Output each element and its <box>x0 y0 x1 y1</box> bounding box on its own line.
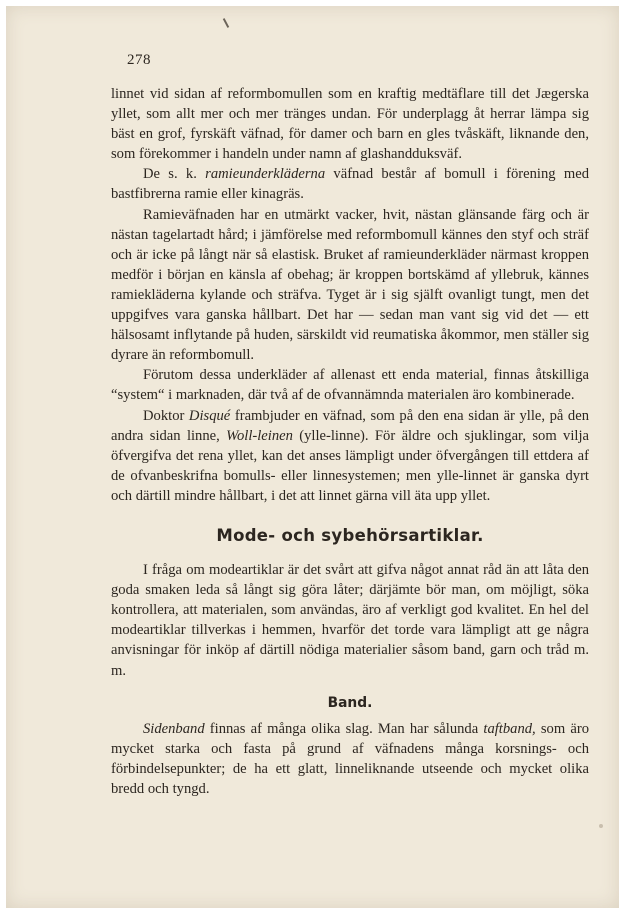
subsection-title: Band. <box>327 694 373 711</box>
italic-term: Sidenband <box>143 720 205 737</box>
text-run: Ramieväfnaden har en utmärkt vacker, hvit, nästan glänsande färg och är nästan tagelartadt hård; i jämförelse med reformbomull kännes den styf och sträf och är icke på långt när så elastisk. Bruket af ramieunderkläder närmast kroppen medför i början en känsla af obehag; är kroppen bortskämd af yllebruk, kännes ramiekläderna kylande och sträfva. Tyget är i sig själft ovanligt tungt, men det uppgifves vara ganska hållbart. Det har — sedan man vant sig vid det — ett hälsosamt inflytande på huden, särskildt vid reumatiska åkommor, men ställer sig dyrare än reformbomull. <box>111 206 589 364</box>
paragraph-group-top <box>111 84 589 506</box>
paragraph <box>111 84 589 164</box>
page-number: 278 <box>127 52 151 68</box>
italic-term: taftband, <box>483 720 536 737</box>
text-run: De s. k. <box>143 166 206 183</box>
text-run: I fråga om modeartiklar är det svårt att gifva något annat råd än att låta den goda smaken leda så långt sig göra låter; därjämte bör man, om möjligt, söka kontrollera, att materialen, som användas, äro af verkligt god kvalitet. En hel del modeartiklar tillverkas i hemmen, hvarför det torde vara lämpligt att ge några anvisningar för inköp af därtill nödiga materialier såsom band, garn och tråd m. m. <box>111 562 589 679</box>
paragraph-group-bottom <box>111 719 589 799</box>
paragraph <box>111 560 589 681</box>
page-body <box>111 84 589 799</box>
text-run: Förutom dessa underkläder af allenast ett enda material, finnas åtskilliga “system“ i marknaden, där två af de ofvannämnda materialen äro kombinerade. <box>111 367 589 404</box>
section-title: Mode- och sybehörsartiklar. <box>216 525 484 545</box>
book-page <box>6 6 619 908</box>
italic-term: ramieunderkläderna <box>205 166 326 183</box>
text-run: linnet vid sidan af reformbomullen som en kraftig medtäflare till det Jægerska yllet, som allt mer och mer tränges undan. För underplagg åt herrar lämpa sig bäst en grof, fyrskäft väfnad, för damer och barn en gles tvåskäft, liknande den, som förekommer i handeln under namn af glashandduksväf. <box>111 86 589 163</box>
italic-term: Woll-leinen <box>226 427 293 444</box>
scan-mark <box>223 18 229 28</box>
italic-term: Disqué <box>188 407 231 424</box>
text-run: väfnad består af bomull i förening med bastfibrerna ramie eller kinagräs. <box>111 166 589 203</box>
paragraph-group-middle <box>111 560 589 681</box>
text-run: som äro mycket starka och fasta på grund af väfnadens många korsnings- och förbindelsepunkter; de ha ett glatt, linneliknande utseende och mycket olika bredd och tyngd. <box>111 720 589 797</box>
text-run: Doktor <box>143 407 189 424</box>
paragraph <box>111 365 589 405</box>
paragraph <box>111 719 589 799</box>
text-run: frambjuder en väfnad, som på den ena sidan är ylle, på den andra sidan linne, <box>111 407 589 444</box>
text-run: (ylle-linne). För äldre och sjuklingar, som vilja öfvergifva det rena yllet, kan det anses lämpligt under öfvergången till ettdera af de ofvanbeskrifna bomulls- eller linnesystemen; men ylle-linnet är ganska dyrt och därtill mindre hållbart, i det att linnet gärna vill äta upp yllet. <box>111 427 589 504</box>
paragraph <box>111 164 589 204</box>
paragraph <box>111 205 589 366</box>
text-run: finnas af många olika slag. Man har sålunda <box>204 720 484 737</box>
paragraph <box>111 406 589 506</box>
paper-speck <box>599 824 603 828</box>
